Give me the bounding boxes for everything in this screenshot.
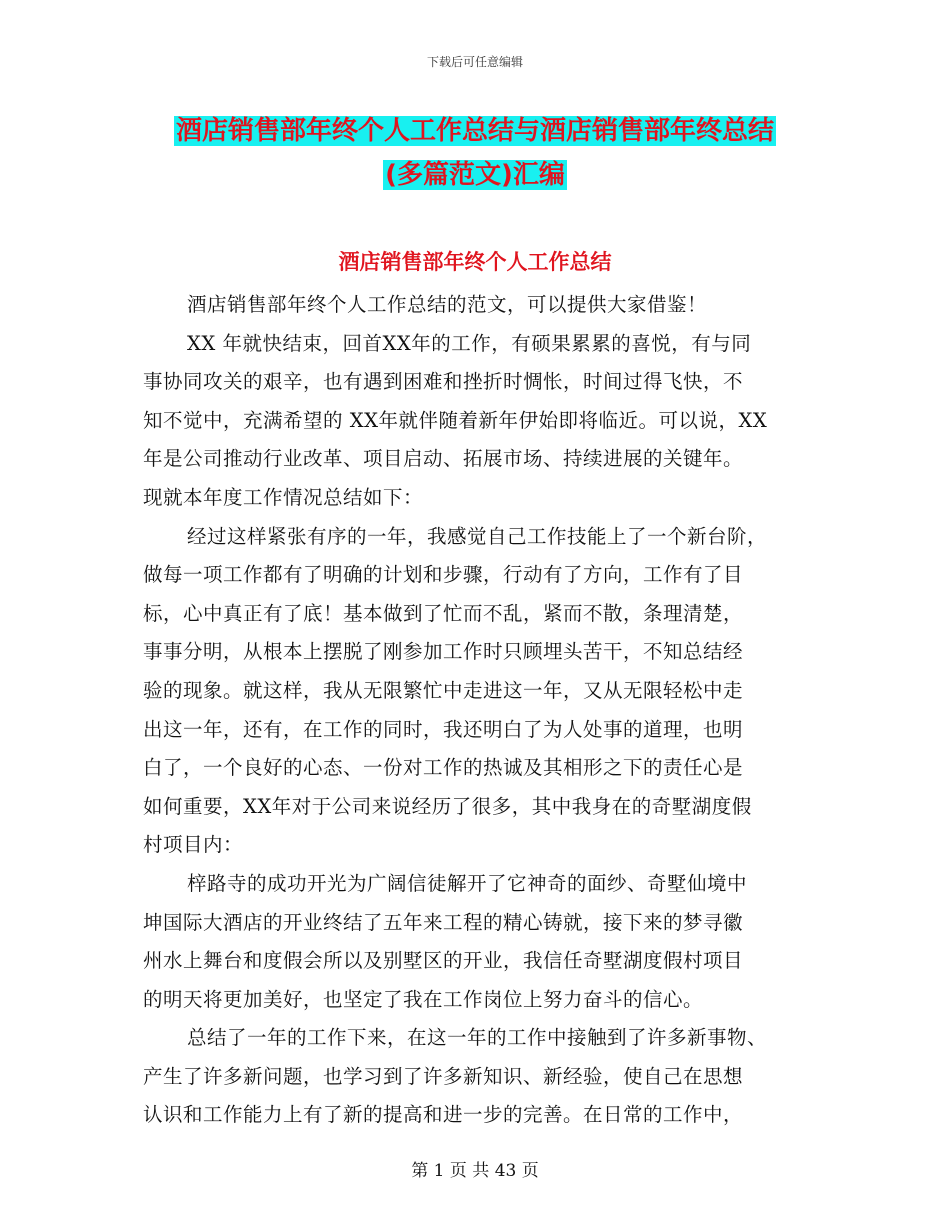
text-line: 做每一项工作都有了明确的计划和步骤，行动有了方向，工作有了目	[143, 563, 744, 587]
text-line: 出这一年，还有，在工作的同时，我还明白了为人处事的道理，也明	[143, 717, 744, 741]
text-line: 总结了一年的工作下来，在这一年的工作中接触到了许多新事物、	[187, 1026, 768, 1050]
text-line: XX 年就快结束，回首XX年的工作，有硕果累累的喜悦，有与同	[187, 331, 752, 355]
header-note: 下载后可任意编辑	[426, 55, 523, 69]
text-line: 事协同攻关的艰辛，也有遇到困难和挫折时惆怅，时间过得飞快，不	[143, 370, 744, 394]
document-title-text-2: (多篇范文)汇编	[385, 160, 565, 190]
text-line: 梓路寺的成功开光为广阔信徒解开了它神奇的面纱、奇墅仙境中	[187, 871, 748, 895]
document-title-line-1	[0, 110, 950, 152]
text-line: 村项目内：	[143, 833, 244, 857]
body-text	[143, 286, 823, 1135]
text-line: 现就本年度工作情况总结如下：	[143, 485, 424, 509]
text-line: 如何重要，XX年对于公司来说经历了很多，其中我身在的奇墅湖度假	[143, 794, 752, 818]
text-line: 标，心中真正有了底！基本做到了忙而不乱，紧而不散，条理清楚，	[143, 601, 744, 625]
text-line: 的明天将更加美好，也坚定了我在工作岗位上努力奋斗的信心。	[143, 987, 704, 1011]
text-line: 验的现象。就这样，我从无限繁忙中走进这一年，又从无限轻松中走	[143, 678, 744, 702]
document-title-text-1: 酒店销售部年终个人工作总结与酒店销售部年终总结	[175, 116, 774, 146]
text-line: 坤国际大酒店的开业终结了五年来工程的精心铸就，接下来的梦寻徽	[143, 910, 744, 934]
document-title-line-2	[0, 154, 950, 196]
page-footer: 第 1 页 共 43 页	[411, 1161, 539, 1181]
section-title: 酒店销售部年终个人工作总结	[338, 250, 612, 274]
text-line: 白了，一个良好的心态、一份对工作的热诚及其相形之下的责任心是	[143, 756, 744, 780]
text-line: 年是公司推动行业改革、项目启动、拓展市场、持续进展的关键年。	[143, 447, 744, 471]
text-line: 经过这样紧张有序的一年，我感觉自己工作技能上了一个新台阶，	[187, 524, 768, 548]
text-line: 州水上舞台和度假会所以及别墅区的开业，我信任奇墅湖度假村项目	[143, 949, 744, 973]
text-line: 知不觉中，充满希望的 XX年就伴随着新年伊始即将临近。可以说，XX	[143, 408, 768, 432]
text-line: 认识和工作能力上有了新的提高和进一步的完善。在日常的工作中，	[143, 1103, 744, 1127]
text-line: 产生了许多新问题，也学习到了许多新知识、新经验，使自己在思想	[143, 1064, 744, 1088]
text-line: 酒店销售部年终个人工作总结的范文，可以提供大家借鉴！	[187, 293, 708, 316]
text-line: 事事分明，从根本上摆脱了刚参加工作时只顾埋头苦干，不知总结经	[143, 640, 744, 664]
